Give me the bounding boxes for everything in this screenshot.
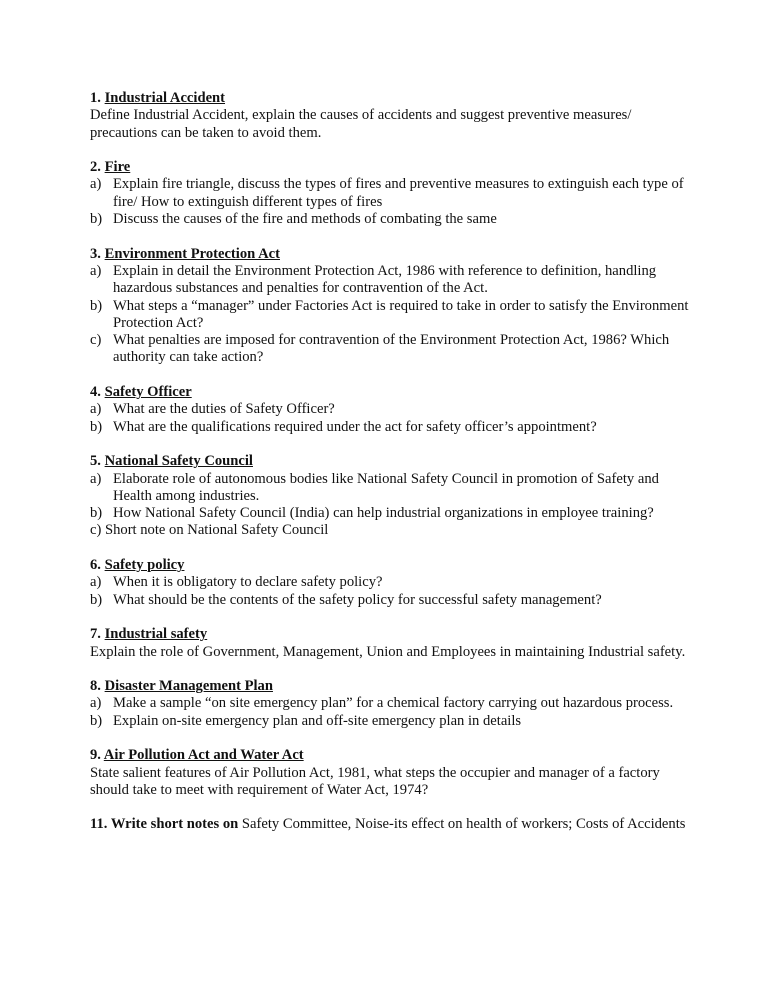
section-title: Industrial Accident: [104, 90, 226, 106]
list-marker: a): [90, 695, 102, 712]
section-industrial-accident: [90, 90, 690, 142]
list-item-text: What penalties are imposed for contravention of the Environment Protection Act, 1986? Which authority can take action?: [113, 332, 670, 366]
list-item: [90, 298, 690, 333]
section-safety-officer: [90, 384, 690, 436]
list-item: [90, 419, 690, 436]
section-heading: [90, 747, 690, 764]
list-item: [90, 332, 690, 367]
list-item: [90, 505, 690, 522]
list-item-text: What are the qualifications required under the act for safety officer’s appointment?: [113, 418, 597, 435]
section-title: Air Pollution Act and Water Act: [103, 747, 304, 764]
list-item: [90, 263, 690, 298]
section-title: Industrial safety: [104, 626, 208, 643]
section-paragraph: State salient features of Air Pollution Act, 1981, what steps the occupier and manager of a factory should take to meet with requirement of Water Act, 1974?: [90, 764, 660, 798]
section-air-pollution-water-act: [90, 747, 690, 799]
section-heading: [90, 678, 690, 695]
list-marker: b): [90, 297, 103, 314]
section-title: Environment Protection Act: [104, 245, 280, 262]
list-item: [90, 695, 690, 712]
list-marker: a): [90, 574, 102, 591]
list-marker: b): [90, 712, 103, 729]
list-item: [90, 211, 690, 228]
section-heading: [90, 453, 690, 470]
list-item: [90, 592, 690, 609]
list-item-text: What should be the contents of the safety policy for successful safety management?: [113, 591, 602, 608]
list-item-text: How National Safety Council (India) can help industrial organizations in employee training?: [113, 505, 654, 522]
section-number: 5.: [90, 453, 101, 470]
section-number: 6.: [90, 557, 101, 574]
section-heading: [90, 626, 690, 643]
list-item: [90, 401, 690, 418]
list-item-text: Explain on-site emergency plan and off-site emergency plan in details: [113, 712, 522, 729]
section-number: 4.: [90, 384, 101, 401]
list-item-text: Make a sample “on site emergency plan” for a chemical factory carrying out hazardous process.: [113, 695, 674, 712]
list-marker: b): [90, 418, 103, 435]
list-item-plain: c) Short note on National Safety Council: [90, 522, 329, 539]
list-item-text: Discuss the causes of the fire and methods of combating the same: [113, 211, 497, 228]
section-national-safety-council: [90, 453, 690, 539]
list-marker: b): [90, 211, 103, 228]
section-heading: [90, 384, 690, 401]
section-number: 8.: [90, 678, 101, 695]
short-notes-paragraph: [90, 816, 690, 833]
list-item: [90, 713, 690, 730]
section-title: Safety Officer: [104, 384, 192, 401]
list-marker: a): [90, 176, 102, 193]
section-disaster-management-plan: [90, 678, 690, 730]
section-safety-policy: [90, 557, 690, 609]
list-marker: a): [90, 470, 102, 487]
question-document: [90, 90, 690, 851]
list-marker: a): [90, 401, 102, 418]
list-item-text: Explain fire triangle, discuss the types of fires and preventive measures to extinguish each type of fire/ How to extinguish different types of fires: [113, 176, 684, 210]
list-marker: c): [90, 332, 102, 349]
section-number: 9.: [90, 747, 101, 764]
section-title: Disaster Management Plan: [104, 678, 273, 695]
section-industrial-safety: [90, 626, 690, 661]
list-item-text: When it is obligatory to declare safety policy?: [113, 574, 383, 591]
section-title: National Safety Council: [104, 453, 253, 470]
list-item-text: Elaborate role of autonomous bodies like National Safety Council in promotion of Safety and Health among industries.: [113, 470, 659, 504]
section-number: 7.: [90, 626, 101, 643]
section-paragraph: Explain the role of Government, Management, Union and Employees in maintaining Industrial safety.: [90, 643, 686, 660]
section-number: 1.: [90, 90, 101, 106]
section-heading: [90, 90, 690, 107]
list-item-text: Explain in detail the Environment Protection Act, 1986 with reference to definition, handling hazardous substances and penalties for contravention of the Act.: [113, 262, 657, 297]
section-paragraph: Define Industrial Accident, explain the causes of accidents and suggest preventive measures/ precautions can be taken to avoid them.: [90, 107, 632, 141]
list-marker: b): [90, 505, 103, 522]
short-notes-lead: 11. Write short notes on: [90, 816, 239, 833]
short-notes-text: Safety Committee, Noise-its effect on health of workers; Costs of Accidents: [238, 816, 686, 833]
section-heading: [90, 246, 690, 263]
section-short-notes: [90, 816, 690, 833]
section-number: 2.: [90, 159, 101, 176]
list-item: [90, 471, 690, 506]
list-marker: a): [90, 262, 102, 279]
section-fire: [90, 159, 690, 228]
list-item: [90, 574, 690, 591]
section-heading: [90, 557, 690, 574]
list-item-text: What are the duties of Safety Officer?: [113, 401, 335, 418]
section-environment-protection-act: [90, 246, 690, 367]
section-title: Safety policy: [104, 557, 185, 574]
section-title: Fire: [104, 159, 131, 176]
list-item-text: What steps a “manager” under Factories Act is required to take in order to satisfy the Environment Protection Act?: [113, 297, 689, 331]
section-heading: [90, 159, 690, 176]
list-item: [90, 176, 690, 211]
list-marker: b): [90, 591, 103, 608]
section-number: 3.: [90, 245, 101, 262]
